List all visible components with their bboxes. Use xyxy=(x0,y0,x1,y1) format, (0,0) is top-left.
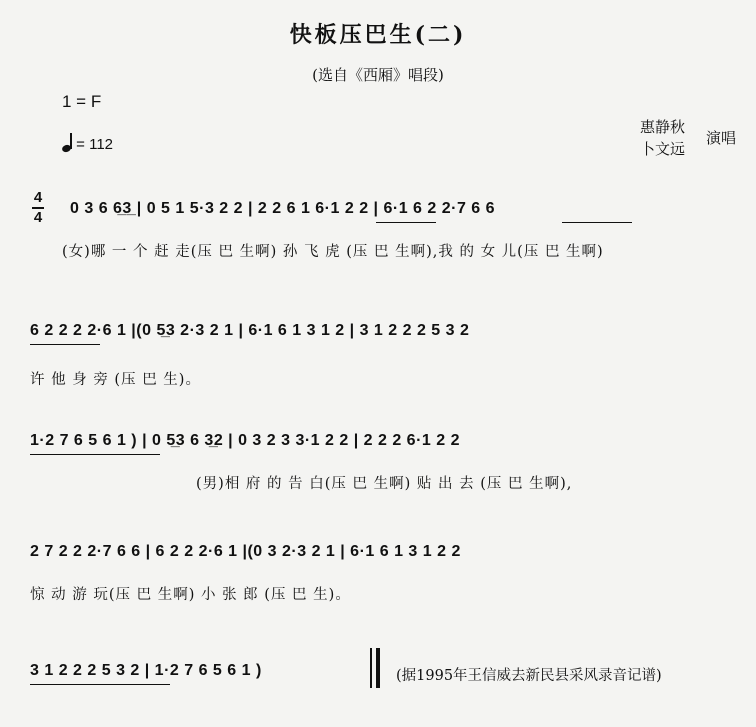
singer-1: 惠静秋 xyxy=(640,118,686,136)
singer-2: 卜文远 xyxy=(640,140,686,158)
time-signature xyxy=(32,190,44,226)
key-signature: 1 = F xyxy=(62,92,102,111)
score-line-3: 1·2 7 6 5 6 1 ) | 0 5̲3 6 3̲2 | 0 3 2 3 3·1 2 2 | 2 2 2 6·1 2 2 xyxy=(30,432,460,449)
score-line-1: 0 3 6 6̲3̲ | 0 5 1 5·3 2 2 | 2 2 6 1 6·1 2 2 | 6·1 6 2 2·7 6 6 xyxy=(70,200,496,217)
beam-line xyxy=(30,684,170,685)
beam-line xyxy=(376,222,436,223)
performance-label: 演唱 xyxy=(706,129,737,147)
page-title: 快板压巴生(二) xyxy=(289,22,467,48)
score-line-5: 3 1 2 2 2 5 3 2 | 1·2 7 6 5 6 1 ) xyxy=(30,662,262,679)
beam-line xyxy=(30,344,100,345)
lyric-line-3: (男)相 府 的 告 白(压 巴 生啊) 贴 出 去 (压 巴 生啊), xyxy=(196,476,573,492)
beam-line xyxy=(562,222,632,223)
lyric-line-2: 许 他 身 旁 (压 巴 生)。 xyxy=(30,372,201,388)
lyric-line-1: (女)哪 一 个 赶 走(压 巴 生啊) 孙 飞 虎 (压 巴 生啊),我 的 女 儿(压 巴 生啊) xyxy=(62,244,604,260)
tempo-marking xyxy=(62,134,113,153)
beam-line xyxy=(30,454,160,455)
score-line-2: 6 2 2 2 2·6 1 |(0 5̲3 2·3 2 1 | 6·1 6 1 3 1 2 | 3 1 2 2 2 5 3 2 xyxy=(30,322,470,339)
time-signature-top: 4 xyxy=(33,189,43,206)
quarter-note-icon xyxy=(62,134,72,152)
final-barline-thick xyxy=(376,648,380,688)
tempo-value: = 112 xyxy=(76,136,114,153)
source-note: (据1995年王信威去新民县采风录音记谱) xyxy=(396,668,662,684)
final-barline-thin xyxy=(370,648,372,688)
time-signature-bottom: 4 xyxy=(33,208,43,226)
page-subtitle: (选自《西厢》唱段) xyxy=(312,66,444,84)
lyric-line-4: 惊 动 游 玩(压 巴 生啊) 小 张 郎 (压 巴 生)。 xyxy=(30,587,351,603)
score-line-4: 2 7 2 2 2·7 6 6 | 6 2 2 2·6 1 |(0 3 2·3 2 1 | 6·1 6 1 3 1 2 2 xyxy=(30,543,461,560)
